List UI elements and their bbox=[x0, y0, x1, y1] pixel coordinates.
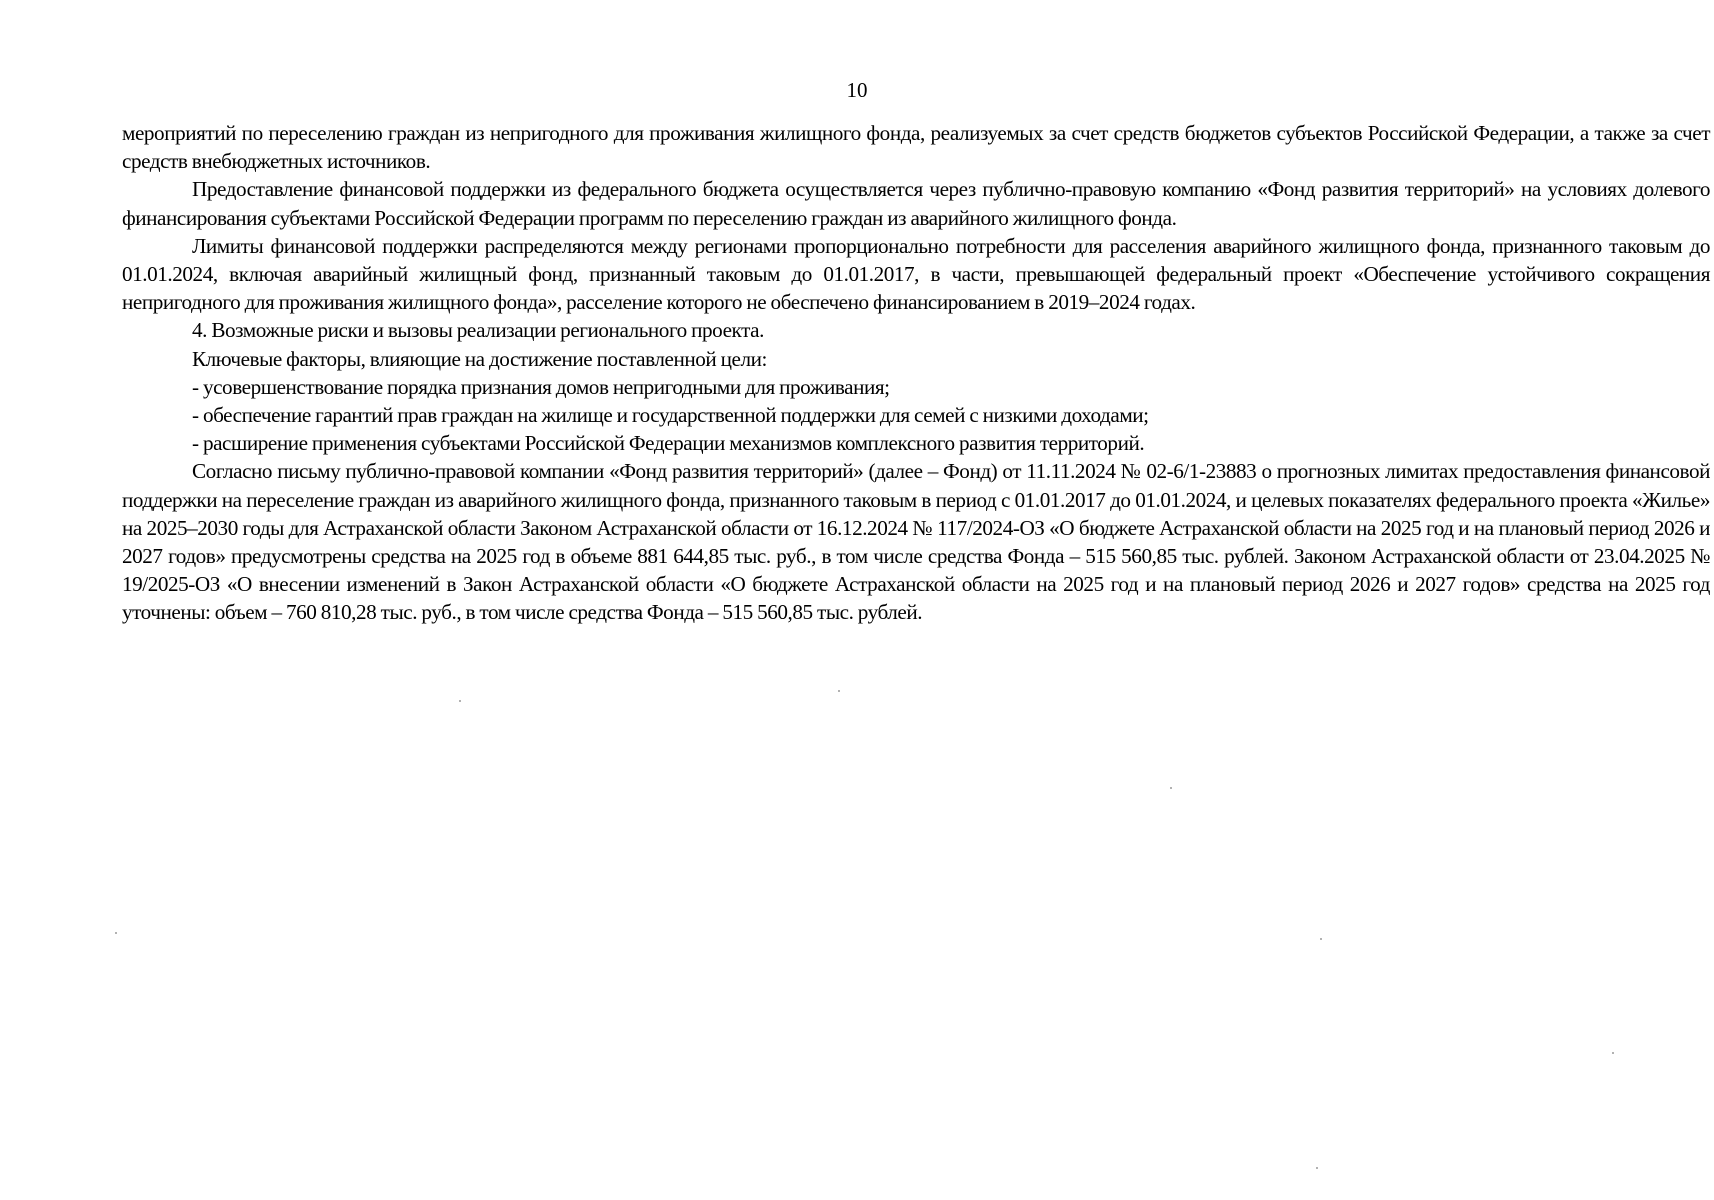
document-body bbox=[122, 119, 1710, 627]
scan-speck bbox=[1320, 938, 1322, 940]
list-item-factor-3: - расширение применения субъектами Российской Федерации механизмов комплексного развития территорий. bbox=[192, 431, 1145, 456]
scan-speck bbox=[115, 932, 117, 934]
scan-speck bbox=[1316, 1167, 1318, 1169]
paragraph-support-limits: Лимиты финансовой поддержки распределяются между регионами пропорционально потребности для расселения аварийного жилищного фонда, признанного таковым до 01.01.2024, включая аварийный жилищный фонд, признанный таковым до 01.01.2017, в части, превышающей федеральный проект «Обеспечение устойчивого сокращения непригодного для проживания жилищного фонда», расселение которого не обеспечено финансированием в 2019–2024 годах. bbox=[122, 233, 1710, 315]
scan-speck bbox=[1612, 1052, 1614, 1054]
page-number: 10 bbox=[846, 78, 868, 102]
scan-speck bbox=[1170, 787, 1172, 789]
scan-speck bbox=[459, 700, 461, 702]
section-heading-risks: 4. Возможные риски и вызовы реализации регионального проекта. bbox=[192, 318, 764, 343]
paragraph-financial-support: Предоставление финансовой поддержки из федерального бюджета осуществляется через публично-правовую компанию «Фонд развития территорий» на условиях долевого финансирования субъектами Российской Федерации программ по переселению граждан из аварийного жилищного фонда. bbox=[122, 177, 1710, 230]
paragraph-key-factors: Ключевые факторы, влияющие на достижение поставленной цели: bbox=[192, 346, 767, 371]
paragraph-continuation: мероприятий по переселению граждан из непригодного для проживания жилищного фонда, реализуемых за счет средств бюджетов субъектов Российской Федерации, а также за счет средств внебюджетных источников. bbox=[122, 121, 1710, 174]
scan-speck bbox=[838, 690, 840, 692]
paragraph-budget-funding: Согласно письму публично-правовой компании «Фонд развития территорий» (далее – Фонд) от 11.11.2024 № 02-6/1-23883 о прогнозных лимитах предоставления финансовой поддержки на переселение граждан из аварийного жилищного фонда, признанного таковым в период с 01.01.2017 до 01.01.2024, и целевых показателях федерального проекта «Жилье» на 2025–2030 годы для Астраханской области Законом Астраханской области от 16.12.2024 № 117/2024-ОЗ «О бюджете Астраханской области на 2025 год и на плановый период 2026 и 2027 годов» предусмотрены средства на 2025 год в объеме 881 644,85 тыс. руб., в том числе средства Фонда – 515 560,85 тыс. рублей. Законом Астраханской области от 23.04.2025 № 19/2025-ОЗ «О внесении изменений в Закон Астраханской области «О бюджете Астраханской области на 2025 год и на плановый период 2026 и 2027 годов» средства на 2025 год уточнены: объем – 760 810,28 тыс. руб., в том числе средства Фонда – 515 560,85 тыс. рублей. bbox=[122, 459, 1710, 625]
list-item-factor-1: - усовершенствование порядка признания домов непригодными для проживания; bbox=[192, 374, 890, 399]
list-item-factor-2: - обеспечение гарантий прав граждан на жилище и государственной поддержки для семей с низкими доходами; bbox=[192, 403, 1149, 428]
